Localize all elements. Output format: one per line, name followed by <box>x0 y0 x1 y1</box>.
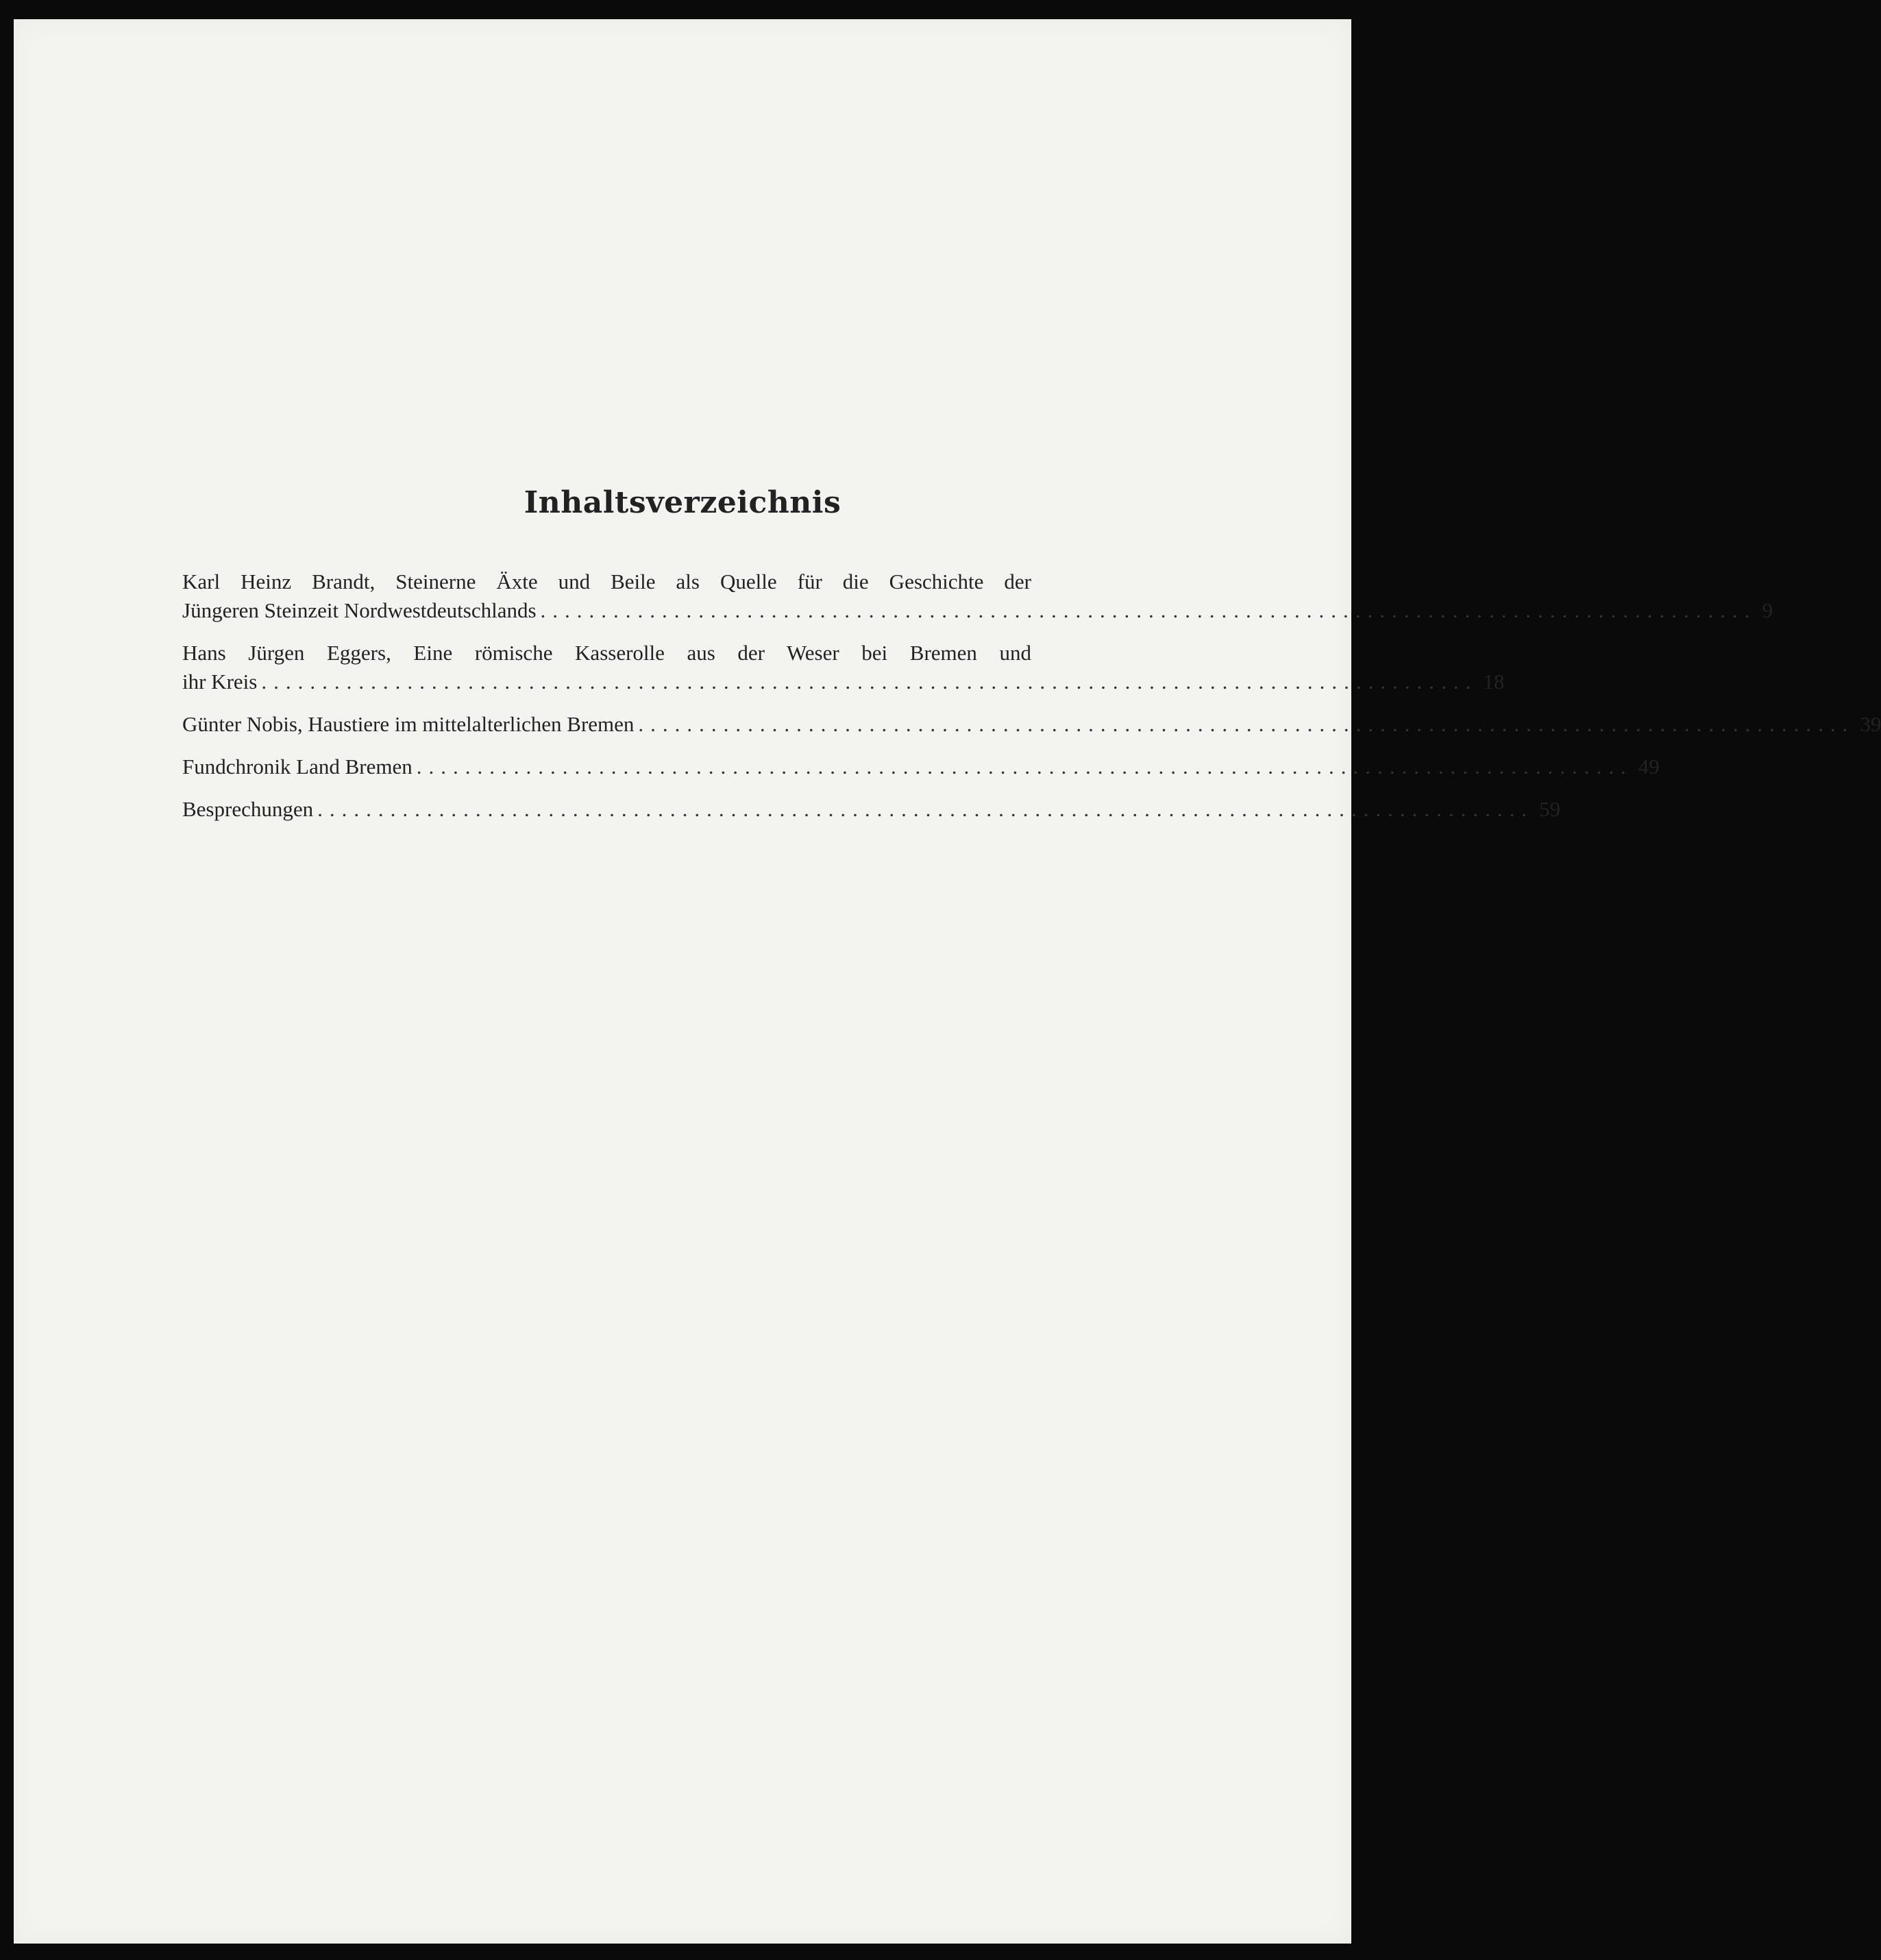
toc-entry-final-line <box>182 710 1881 739</box>
toc-entry-text: Fundchronik Land Bremen <box>182 755 413 779</box>
toc-entry-text: Besprechungen <box>182 797 314 821</box>
toc-entry <box>182 752 1660 781</box>
toc-entry <box>182 639 1505 696</box>
document-page <box>14 19 1881 1944</box>
toc-entry-line: Hans Jürgen Eggers, Eine römische Kasserolle aus der Weser bei Bremen und <box>182 641 1031 665</box>
dot-leader: .................................................................................................... <box>638 712 1855 736</box>
toc-entry <box>182 795 1561 824</box>
toc-page-number: 9 <box>1762 598 1773 622</box>
dot-leader: .................................................................................................... <box>261 670 1478 694</box>
toc-entry-final-line <box>182 596 1773 625</box>
dot-leader: .................................................................................................... <box>540 598 1757 622</box>
toc-entry <box>182 567 1773 625</box>
toc-entry-text: ihr Kreis <box>182 670 258 694</box>
page-title: Inhaltsverzeichnis <box>524 485 841 520</box>
table-of-contents <box>182 567 1881 837</box>
toc-page-number: 39 <box>1860 712 1881 736</box>
toc-page-number: 49 <box>1638 755 1660 779</box>
toc-entry-final-line <box>182 752 1660 781</box>
toc-entry-text: Jüngeren Steinzeit Nordwestdeutschlands <box>182 598 537 622</box>
toc-entry-text: Günter Nobis, Haustiere im mittelalterlichen Bremen <box>182 712 635 736</box>
toc-entry <box>182 710 1881 739</box>
toc-entry-line: Karl Heinz Brandt, Steinerne Äxte und Beile als Quelle für die Geschichte der <box>182 569 1031 593</box>
dot-leader: .................................................................................................... <box>317 797 1534 821</box>
dot-leader: .................................................................................................... <box>416 755 1633 779</box>
toc-entry-final-line <box>182 667 1505 696</box>
toc-page-number: 18 <box>1483 670 1505 694</box>
toc-entry-final-line <box>182 795 1561 824</box>
toc-page-number: 59 <box>1539 797 1561 821</box>
